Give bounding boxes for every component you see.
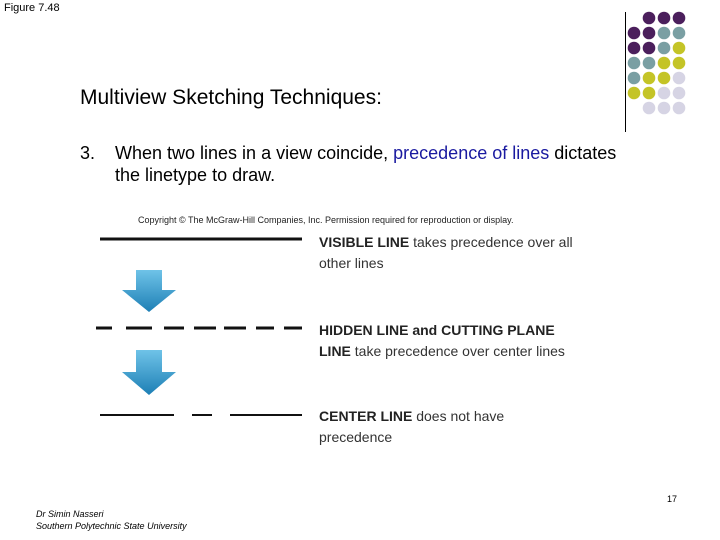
decorative-dot [643, 57, 656, 70]
decorative-dot [643, 42, 656, 55]
decorative-dot [658, 12, 671, 25]
figure-label: Figure 7.48 [4, 2, 60, 14]
decorative-dot [628, 27, 641, 40]
decorative-dot [673, 87, 686, 100]
center-line-label: CENTER LINE does not have precedence [319, 408, 505, 445]
decorative-dot [658, 42, 671, 55]
decorative-dot [673, 27, 686, 40]
down-arrow-icon [122, 270, 176, 312]
visible-line-label: VISIBLE LINE takes precedence over all other lines [319, 234, 573, 271]
decorative-dot [643, 72, 656, 85]
slide-title: Multiview Sketching Techniques: [80, 86, 382, 109]
precedence-figure [96, 212, 616, 452]
decorative-dot [673, 57, 686, 70]
point-number: 3. [80, 143, 96, 163]
decorative-dot [673, 72, 686, 85]
decorative-dot [658, 72, 671, 85]
highlight-text: precedence of lines [393, 143, 550, 163]
decorative-dot [628, 87, 641, 100]
decorative-dot [673, 42, 686, 55]
decorative-dot [628, 42, 641, 55]
hidden-line-label: HIDDEN LINE and CUTTING PLANE LINE take precedence over center lines [319, 322, 565, 359]
decorative-dot-grid [0, 0, 720, 140]
author-name: Dr Simin Nasseri [36, 509, 104, 519]
footer [36, 508, 187, 532]
university-name: Southern Polytechnic State University [36, 521, 187, 531]
decorative-dot [658, 102, 671, 115]
decorative-dot [658, 57, 671, 70]
down-arrow-icon [122, 350, 176, 395]
decorative-dot [658, 87, 671, 100]
vertical-divider [625, 12, 626, 132]
decorative-dot [628, 57, 641, 70]
decorative-dot [628, 72, 641, 85]
decorative-dot [643, 12, 656, 25]
point-text: When two lines in a view coincide, precedence of lines dictates the linetype to draw. [115, 143, 617, 185]
decorative-dot [643, 102, 656, 115]
decorative-dot [658, 27, 671, 40]
decorative-dot [643, 27, 656, 40]
decorative-dot [643, 87, 656, 100]
decorative-dot [673, 12, 686, 25]
bullet-point [80, 142, 620, 186]
page-number: 17 [667, 494, 678, 504]
decorative-dot [673, 102, 686, 115]
copyright-notice: Copyright © The McGraw-Hill Companies, Inc. Permission required for reproduction or display. [138, 215, 514, 225]
